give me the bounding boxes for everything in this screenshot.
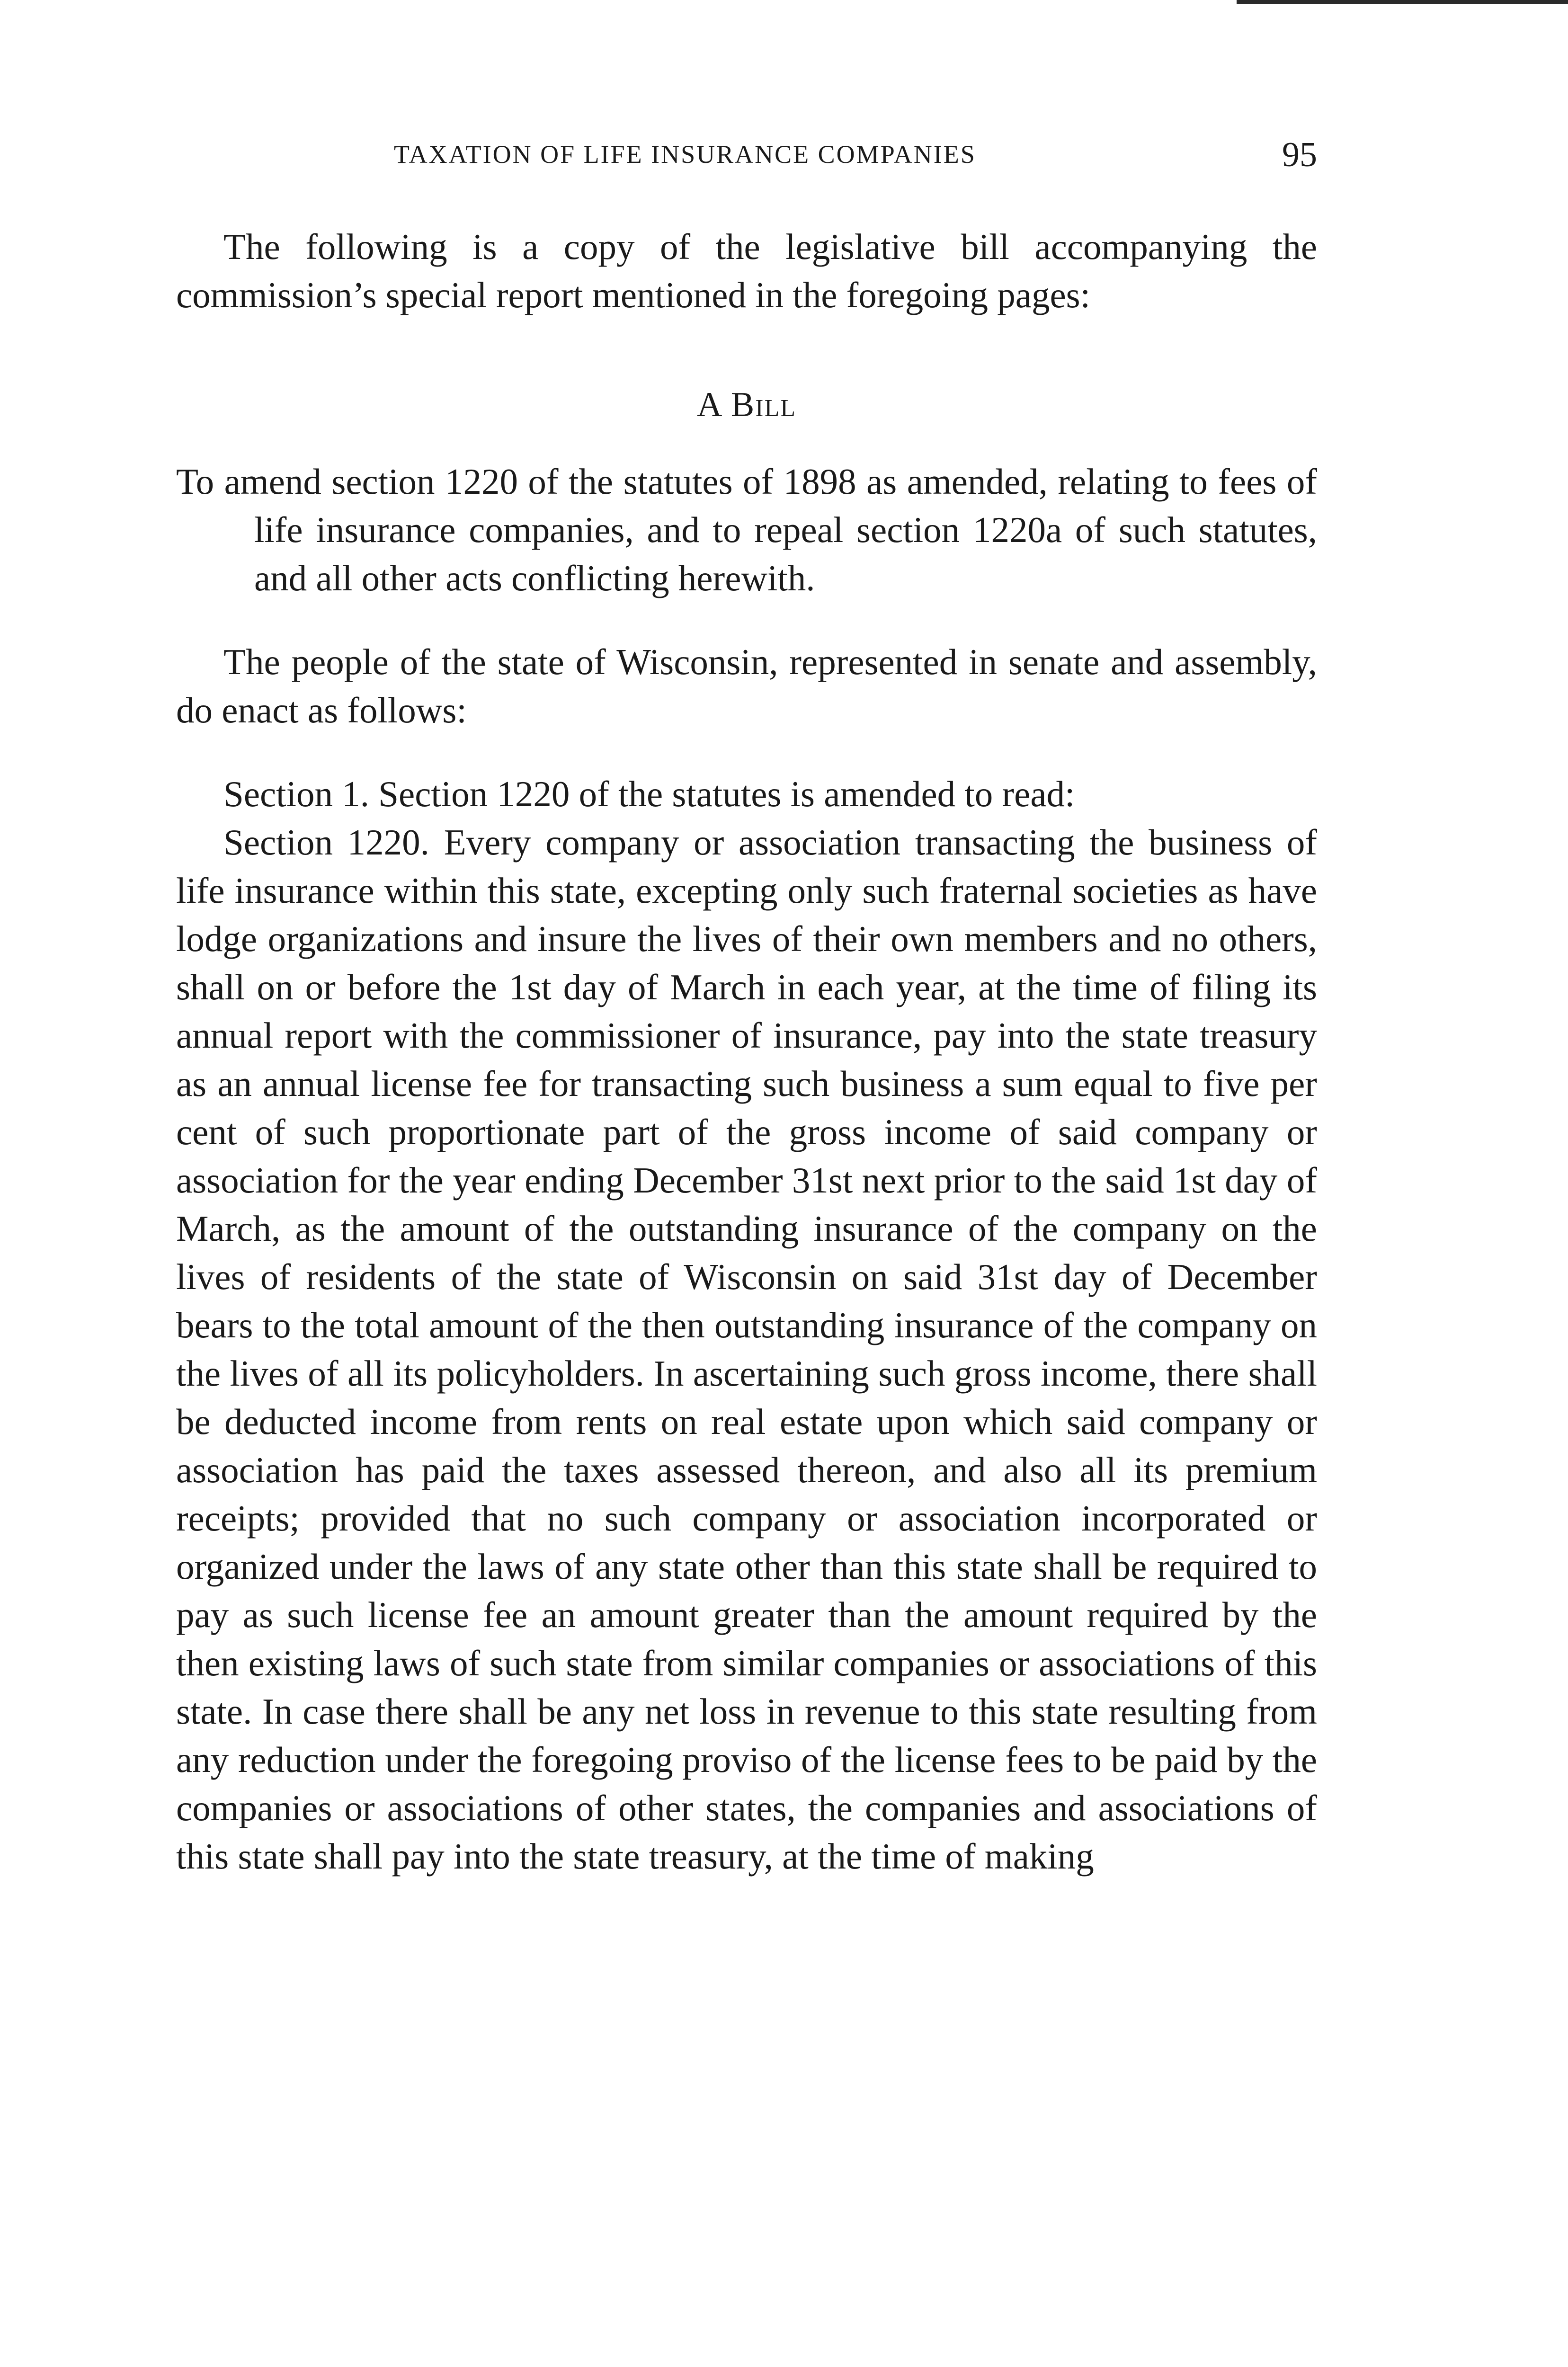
page-number: 95 xyxy=(1282,135,1317,174)
bill-heading: A Bill xyxy=(696,385,797,424)
page-body xyxy=(176,222,1317,1880)
bill-title-paragraph: To amend section 1220 of the statutes of 1898 as amended, relating to fees of life insurance companies, and to repeal section 1220a of such statutes, and all other acts conflicting herewith. xyxy=(176,461,1317,598)
section-1-heading: Section 1. Section 1220 of the statutes is amended to read: xyxy=(223,774,1075,814)
enacting-clause: The people of the state of Wisconsin, represented in senate and assembly, do enact as follows: xyxy=(176,641,1317,730)
scan-edge-rule xyxy=(1237,0,1568,4)
running-header xyxy=(176,135,1317,178)
intro-paragraph: The following is a copy of the legislative bill accompanying the commission’s special report mentioned in the foregoing pages: xyxy=(176,226,1317,315)
section-1220-text: Section 1220. Every company or association transacting the business of life insurance within this state, excepting only such fraternal societies as have lodge organizations and insure the lives of their own members and no others, shall on or before the 1st day of March in each year, at the time of filing its annual report with the commissioner of insurance, pay into the state treasury as an annual license fee for transacting such business a sum equal to five per cent of such proportionate part of the gross income of said company or association for the year ending December 31st next prior to the said 1st day of March, as the amount of the outstanding insurance of the company on the lives of residents of the state of Wisconsin on said 31st day of December bears to the total amount of the then outstanding insurance of the company on the lives of all its policyholders. In ascertaining such gross income, there shall be deducted income from rents on real estate upon which said company or association has paid the taxes assessed thereon, and also all its premium receipts; provided that no such company or association incorporated or organized under the laws of any state other than this state shall be required to pay as such license fee an amount greater than the amount required by the then existing laws of such state from similar companies or associations of this state. In case there shall be any net loss in revenue to this state resulting from any reduction under the foregoing proviso of the license fees to be paid by the companies or associations of other states, the companies and associations of this state shall pay into the state treasury, at the time of making xyxy=(176,822,1317,1877)
running-title: TAXATION OF LIFE INSURANCE COMPANIES xyxy=(394,140,976,169)
